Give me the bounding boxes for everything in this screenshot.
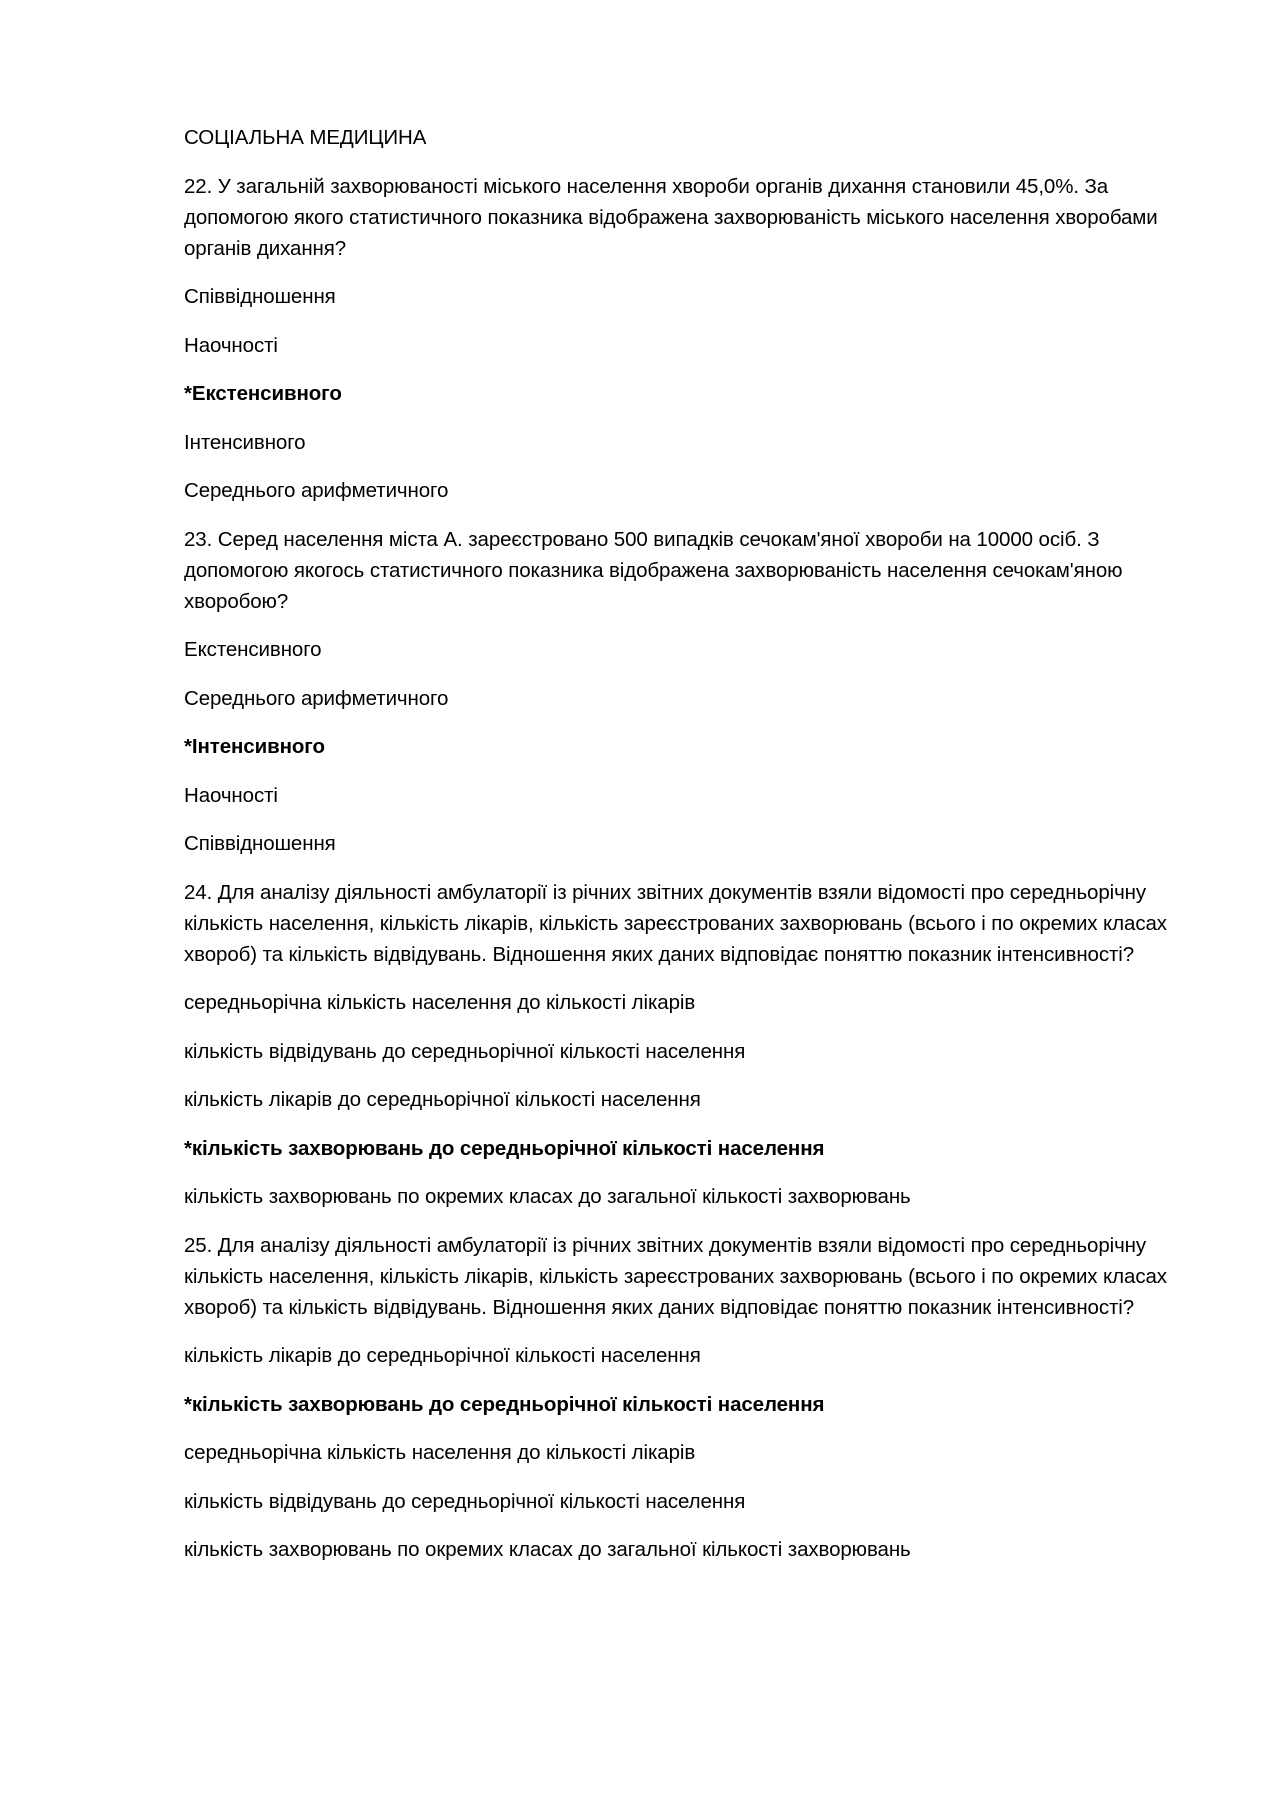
correct-answer-option: *кількість захворювань до середньорічної кількості населення	[184, 1136, 825, 1160]
answer-option: Екстенсивного	[184, 638, 322, 661]
correct-answer-option: *кількість захворювань до середньорічної кількості населення	[184, 1392, 825, 1416]
answer-option: Наочності	[184, 333, 278, 357]
answer-option: Інтенсивного	[184, 430, 306, 454]
answer-option: середньорічна кількість населення до кількості лікарів	[184, 1441, 696, 1464]
correct-answer-option: *Екстенсивного	[184, 382, 342, 405]
answer-option: кількість відвідувань до середньорічної кількості населення	[184, 1039, 746, 1063]
question-text: 24. Для аналізу діяльності амбулаторії із річних звітних документів взяли відомості про середньорічну кількість населення, кількість лікарів, кількість зареєстрованих захворювань (всього і по окремих класах хвороб) та кількість відвідувань. Відношення яких даних відповідає поняттю показник інтенсивності?	[184, 880, 1167, 966]
answer-option: Середнього арифметичного	[184, 479, 449, 502]
correct-answer-option: *Інтенсивного	[184, 735, 325, 758]
answer-option: Середнього арифметичного	[184, 686, 449, 710]
question-text: 25. Для аналізу діяльності амбулаторії із річних звітних документів взяли відомості про середньорічну кількість населення, кількість лікарів, кількість зареєстрованих захворювань (всього і по окремих класах хвороб) та кількість відвідувань. Відношення яких даних відповідає поняттю показник інтенсивності?	[184, 1233, 1167, 1319]
answer-option: кількість лікарів до середньорічної кількості населення	[184, 1088, 701, 1111]
answer-option: Співвідношення	[184, 832, 336, 855]
answer-option: кількість лікарів до середньорічної кількості населення	[184, 1344, 701, 1367]
answer-option: кількість відвідувань до середньорічної кількості населення	[184, 1489, 746, 1513]
answer-option: Наочності	[184, 783, 278, 807]
answer-option: Співвідношення	[184, 285, 336, 308]
document-body	[184, 122, 1184, 1583]
question-text: 23. Серед населення міста А. зареєстровано 500 випадків сечокам'яної хвороби на 10000 осіб. З допомогою якогось статистичного показника відображена захворюваність населення сечокам'яною хворобою?	[184, 527, 1123, 613]
answer-option: середньорічна кількість населення до кількості лікарів	[184, 991, 696, 1014]
document-heading: СОЦІАЛЬНА МЕДИЦИНА	[184, 126, 427, 149]
answer-option: кількість захворювань по окремих класах до загальної кількості захворювань	[184, 1185, 911, 1208]
question-text: 22. У загальній захворюваності міського населення хвороби органів дихання становили 45,0%. За допомогою якого статистичного показника відображена захворюваність міського населення хворобами органів дихання?	[184, 174, 1158, 260]
answer-option: кількість захворювань по окремих класах до загальної кількості захворювань	[184, 1538, 911, 1561]
